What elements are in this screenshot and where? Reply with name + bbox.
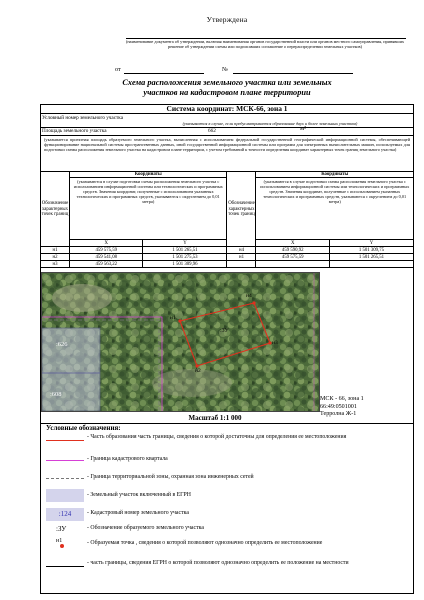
map-side-info [320, 396, 364, 419]
coords-note-left: (указываются в случае подготовки схемы расположения земельного участка с использованием информационной системы или технологических и программных средств. Значения координат, полученные с использованием указанных технологических и программных средств, указываются с округлением до 0,01 метра) [70, 178, 227, 240]
kad-label-608: :608 [50, 391, 62, 398]
legend-item-6: - Образуемая точка , сведения о которой позволяют однозначно определить ее местоположение [87, 540, 323, 546]
legend-item-0: - Часть образования часть границы, сведения о которой достаточны для определения ее местоположения [87, 434, 347, 440]
coord-system-title: Система координат: МСК-66, зона 1 [40, 104, 414, 114]
legend-point-sample: н1 [56, 538, 63, 544]
table-row [41, 254, 414, 261]
coord-y: 1 501 265,51 [329, 254, 413, 261]
approval-from-line [124, 73, 204, 74]
legend-point-dot [60, 544, 64, 548]
legend-egrn-swatch [46, 489, 84, 502]
approval-number-line [233, 73, 353, 74]
map-side-line2: 66:49:0501001 [320, 403, 357, 410]
legend-zu-sample: :ЗУ [56, 525, 67, 533]
conditional-number-note: (указывается в случае, если предусматривается образование двух и более земельных участков) [182, 121, 358, 126]
legend-parcel-line [46, 440, 84, 441]
legend-title: Условные обозначения: [46, 424, 121, 432]
coords-header-right: Координаты [256, 172, 414, 178]
designation-header-right: Обозначение характерных точек границ [227, 172, 256, 247]
table-row [41, 261, 414, 268]
legend-zone-line [46, 478, 84, 479]
point-name: н2 [41, 254, 70, 261]
legend-item-1: - Граница кадастрового квартала [87, 456, 168, 462]
approval-number-label: № [222, 66, 228, 73]
point-name: н3 [41, 261, 70, 268]
coord-y: 1 501 309,75 [329, 247, 413, 254]
legend-item-7: - часть границы, сведения ЕГРН о которой позволяют однозначно определить ее положение на местности [87, 560, 349, 566]
point-name: н1 [227, 254, 256, 261]
approval-from-label: от [115, 66, 121, 73]
map-side-line1: МСК - 66, зона 1 [320, 396, 364, 402]
coords-table [40, 171, 414, 268]
legend-egrn-boundary-line [46, 566, 84, 567]
page-title-line1: Схема расположения земельного участка или земельных [122, 78, 332, 87]
page-title-line2: участков на кадастровом плане территории [143, 88, 311, 97]
coord-x: 459 541,08 [70, 254, 143, 261]
map-scale: Масштаб 1:1 000 [188, 414, 242, 422]
point-label-n3: н3 [272, 340, 278, 346]
coord-x: 459 575,59 [70, 247, 143, 254]
area-unit: м² [300, 125, 307, 132]
area-long-note: (указывается проектная площадь образуемого земельного участка, вычисленная с использованием федеральной государственной географической информационной системы, обеспечивающей функционирование национальной системы пространственных данных, иной государственной информационной системы или программ для электронных вычислительных машин, используемых для подготовки схемы расположения земельного участка на кадастровом плане территории, с учетом требований к точности определения координат характерных точек границ земельного участка) [44, 137, 410, 152]
coord-x: 459 563,22 [70, 261, 143, 268]
legend-quarter-line [46, 460, 84, 461]
zu-label: :ЗУ [220, 328, 229, 334]
coord-y: 1 501 275,53 [143, 254, 227, 261]
conditional-number-label: Условный номер земельного участка [42, 115, 124, 121]
coord-x: 459 575,59 [256, 254, 329, 261]
map-side-line3: Терролна Ж-1 [320, 411, 357, 417]
area-value: 662 [208, 128, 216, 134]
table-row [41, 247, 414, 254]
x-header-left: X [70, 240, 143, 247]
point-label-n1: н1 [170, 315, 176, 321]
point-label-n4: н4 [246, 293, 252, 299]
x-header-right: X [256, 240, 329, 247]
legend-item-3: - Земельный участок включенный в ЕГРН [87, 492, 191, 498]
approval-note: (наименование документа об утверждении, включая наименования органов государственной власти или органов местного самоуправления, принявших решение об утверждении схемы или подписавших соглашение о перераспределении земельных участков) [125, 39, 405, 49]
point-name: н1 [41, 247, 70, 254]
cadastral-map[interactable] [41, 272, 320, 412]
legend-item-4: - Кадастровый номер земельного участка [87, 510, 189, 516]
y-header-left: Y [143, 240, 227, 247]
approval-title: Утверждена [206, 15, 248, 24]
legend-item-2: - Граница территориальной зоны, охранная зона инженерных сетей [87, 474, 254, 480]
area-label: Площадь земельного участка [42, 128, 107, 134]
legend-kad-sample: :124 [46, 508, 84, 521]
y-header-right: Y [329, 240, 413, 247]
designation-header-left: Обозначение характерных точек границ [41, 172, 70, 247]
coords-header-left: Координаты [70, 172, 227, 178]
point-name: н4 [227, 247, 256, 254]
coord-y: 1 501 265,51 [143, 247, 227, 254]
coord-y: 1 501 309,96 [143, 261, 227, 268]
legend-item-5: - Обозначение образуемого земельного участка [87, 525, 204, 531]
kad-label-626: :626 [56, 341, 68, 348]
coord-x: 459 590,92 [256, 247, 329, 254]
divider-2 [40, 135, 414, 136]
point-label-n2: н2 [195, 368, 201, 374]
coords-note-right: (указываются в случае подготовки схемы расположения земельного участка с использованием информационной системы или технологических и программных средств. Значения координат, полученные с использованием указанных технологических и программных средств, указываются с округлением до 0,01 метра) [256, 178, 414, 240]
